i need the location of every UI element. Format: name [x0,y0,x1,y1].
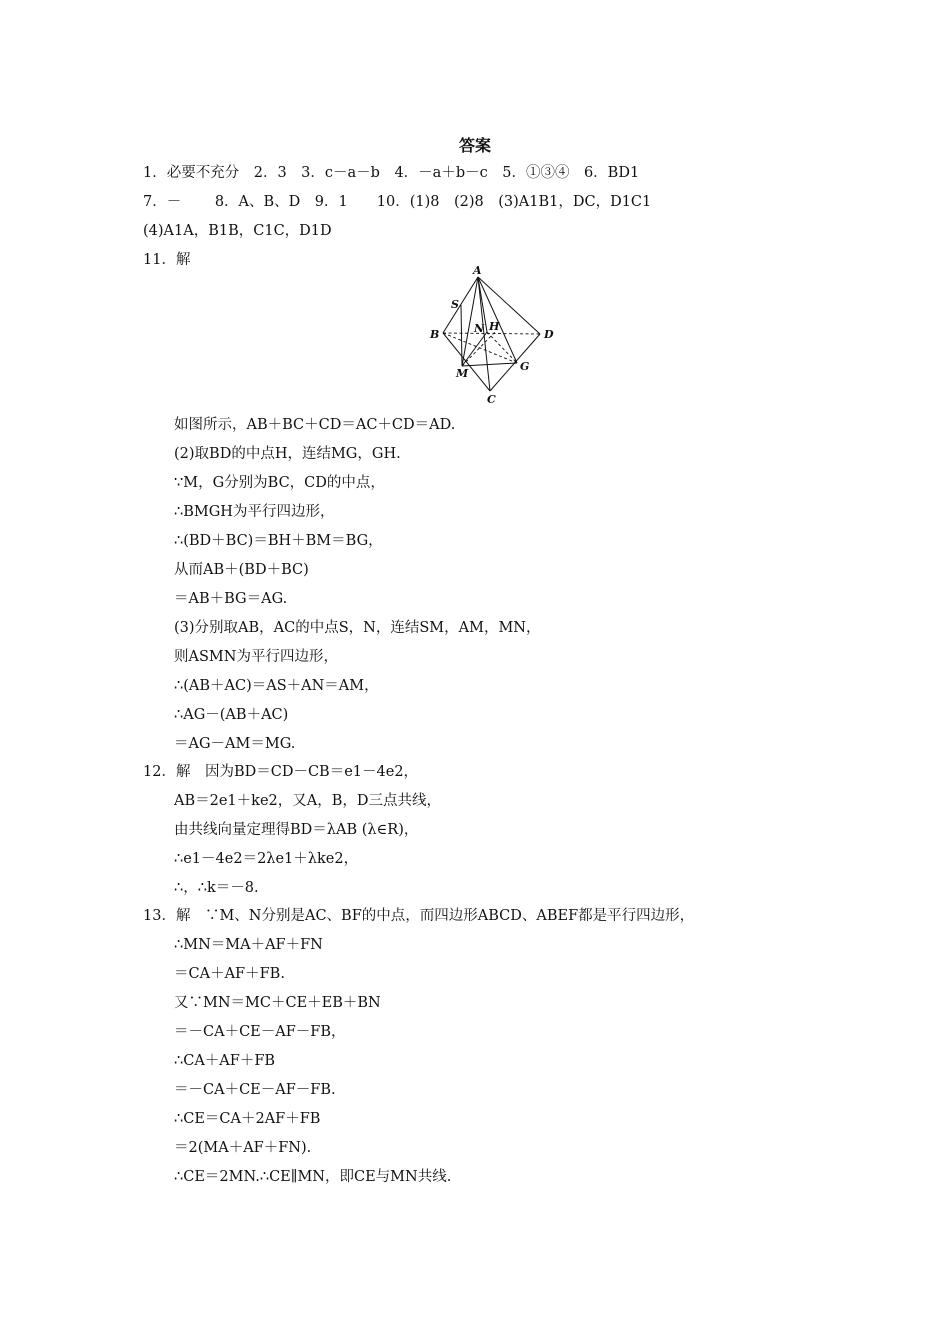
answer-11-line-3: ∵M，G分别为BC，CD的中点， [174,475,385,491]
answer-11-line-7: ＝AB＋BG＝AG. [174,591,288,607]
label-G: G [520,360,530,373]
label-D: D [544,328,554,341]
page-title: 答案 [458,136,491,155]
answer-11-line-10: ∴(AB＋AC)＝AS＋AN＝AM， [174,678,379,694]
edge-MG [462,363,517,366]
edge-BD [443,333,540,334]
answer-12-line-1: 12．解 因为BD＝CD－CB＝e1－4e2， [143,764,419,780]
answer-13-line-6: ∴CA＋AF＋FB [174,1053,276,1069]
edge-MN [462,332,487,366]
answer-12-line-4: ∴e1－4e2＝2λe1＋λke2， [174,851,359,867]
answer-13-line-2: ∴MN＝MA＋AF＋FN [174,937,323,953]
answer-11-line-1: 如图所示，AB＋BC＋CD＝AC＋CD＝AD. [174,417,456,433]
answer-13-line-10: ∴CE＝2MN.∴CE∥MN，即CE与MN共线. [174,1169,452,1185]
answer-11-line-9: 则ASMN为平行四边形， [174,649,338,665]
answer-13-line-8: ∴CE＝CA＋2AF＋FB [174,1111,321,1127]
label-C: C [487,393,496,406]
label-A: A [473,264,482,277]
answer-11-heading: 11．解 [143,252,191,268]
label-M: M [456,367,469,380]
answer-13-line-3: ＝CA＋AF＋FB. [174,966,285,982]
edge-SM [461,305,462,366]
answer-11-line-6: 从而AB＋(BD＋BC) [174,562,309,578]
edge-AD [478,277,540,334]
answer-line-3: (4)A1A，B1B，C1C，D1D [143,223,332,239]
answer-11-line-11: ∴AG－(AB＋AC) [174,707,289,723]
edge-HG [487,332,517,363]
answer-line-1: 1．必要不充分 2．3 3．c－a－b 4．－a＋b－c 5．①③④ 6．BD1 [143,165,640,181]
answer-11-line-4: ∴BMGH为平行四边形， [174,504,335,520]
answer-11-line-5: ∴(BD＋BC)＝BH＋BM＝BG， [174,533,383,549]
label-H: H [489,320,500,333]
answer-13-line-5: ＝－CA＋CE－AF－FB， [174,1024,346,1040]
answer-line-2: 7．－ 8．A、B、D 9．1 10．(1)8 (2)8 (3)A1B1，DC，D1C1 [143,194,652,210]
answer-13-line-9: ＝2(MA＋AF＋FN). [174,1140,312,1156]
label-B: B [430,328,440,341]
answer-12-line-2: AB＝2e1＋ke2，又A，B，D三点共线， [174,793,442,809]
label-N: N [474,322,485,335]
answer-11-line-2: (2)取BD的中点H，连结MG，GH. [174,446,401,462]
answer-11-line-12: ＝AG－AM＝MG. [174,736,296,752]
answer-12-line-5: ∴，∴k＝－8. [174,880,259,896]
answer-13-line-7: ＝－CA＋CE－AF－FB. [174,1082,336,1098]
tetrahedron-figure [425,262,560,407]
answer-13-line-1: 13．解 ∵M、N分别是AC、BF的中点，而四边形ABCD、ABEF都是平行四边形， [143,908,695,924]
answer-11-line-8: (3)分别取AB，AC的中点S，N，连结SM，AM，MN， [174,620,541,636]
label-S: S [451,298,459,311]
answer-13-line-4: 又∵MN＝MC＋CE＋EB＋BN [174,995,381,1011]
answer-12-line-3: 由共线向量定理得BD＝λAB (λ∈R)， [174,822,419,838]
